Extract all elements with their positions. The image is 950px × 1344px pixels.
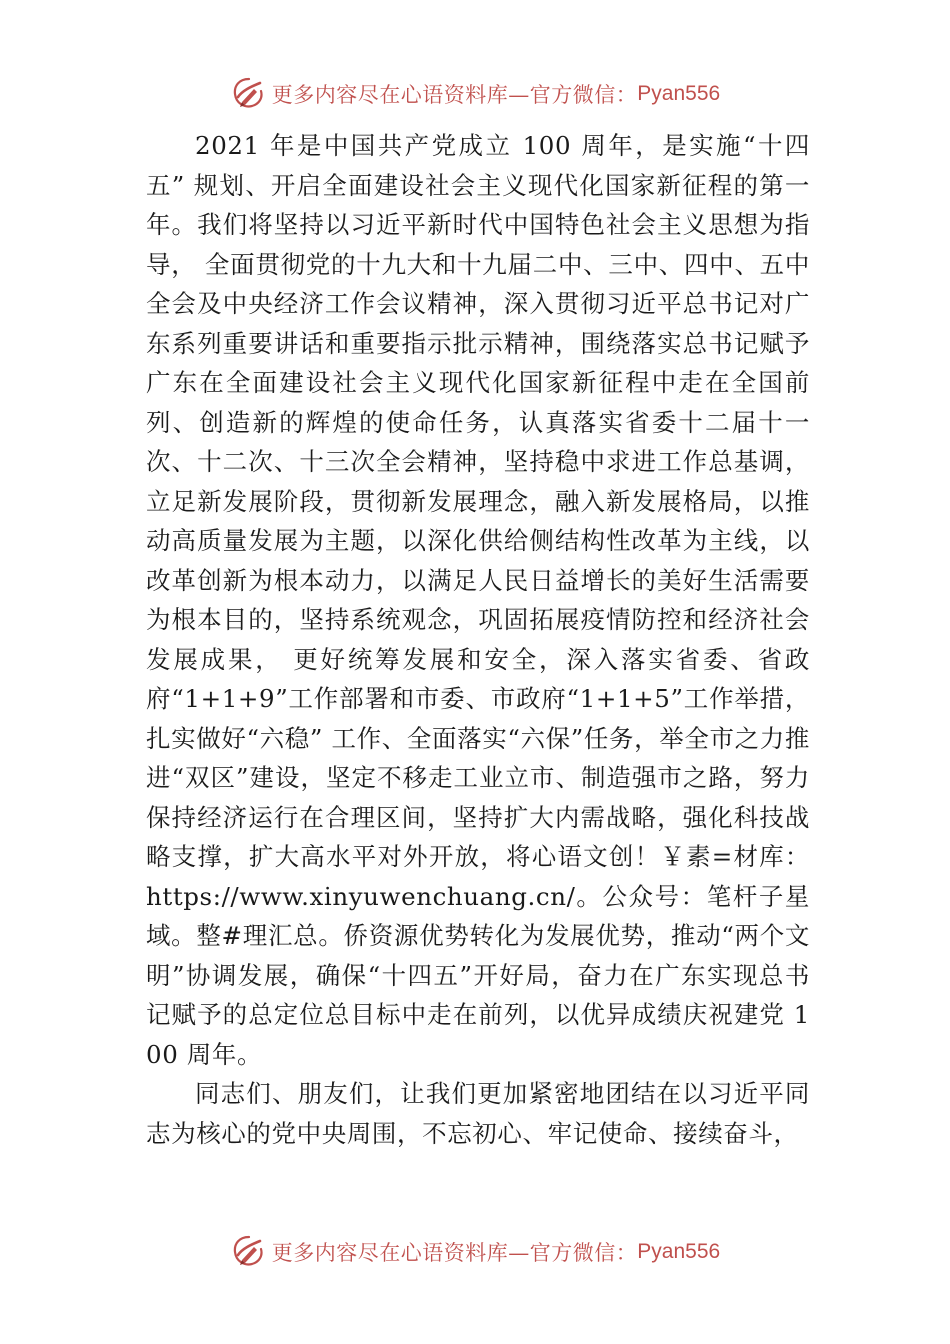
document-body [146, 126, 810, 1153]
header-banner [0, 70, 950, 118]
paragraph: 2021 年是中国共产党成立 100 周年，是实施“十四五” 规划、开启全面建设社会主义现代化国家新征程的第一年。我们将坚持以习近平新时代中国特色社会主义思想为指导， 全面贯彻党的十九大和十九届二中、三中、四中、五中全会及中央经济工作会议精神，深入贯彻习近平总书记对广东系列重要讲话和重要指示批示精神，围绕落实总书记赋予广东在全面建设社会主义现代化国家新征程中走在全国前列、创造新的辉煌的使命任务，认真落实省委十二届十一次、十二次、十三次全会精神，坚持稳中求进工作总基调，立足新发展阶段，贯彻新发展理念，融入新发展格局，以推动高质量发展为主题，以深化供给侧结构性改革为主线，以改革创新为根本动力，以满足人民日益增长的美好生活需要为根本目的，坚持系统观念，巩固拓展疫情防控和经济社会发展成果， 更好统筹发展和安全，深入落实省委、省政府“1+1+9”工作部署和市委、市政府“1+1+5”工作举措，扎实做好“六稳” 工作、全面落实“六保”任务，举全市之力推进“双区”建设，坚定不移走工业立市、制造强市之路，努力保持经济运行在合理区间，坚持扩大内需战略，强化科技战略支撑，扩大高水平对外开放，将心语文创！￥素=材库：https://www.xinyuwenchuang.cn/。公众号：笔杆子星域。整#理汇总。侨资源优势转化为发展优势，推动“两个文明”协调发展，确保“十四五”开好局，奋力在广东实现总书记赋予的总定位总目标中走在前列，以优异成绩庆祝建党 100 周年。 [146, 131, 810, 1069]
footer-banner-text: 更多内容尽在心语资料库—官方微信： [271, 1241, 638, 1265]
header-wechat-id: Pyan556 [637, 82, 721, 105]
header-banner-text: 更多内容尽在心语资料库—官方微信： [271, 83, 638, 107]
pen-logo-icon [230, 75, 268, 113]
footer-wechat-id: Pyan556 [637, 1240, 721, 1263]
footer-banner [0, 1228, 950, 1276]
pen-logo-icon [230, 1233, 268, 1271]
paragraph: 同志们、朋友们，让我们更加紧密地团结在以习近平同志为核心的党中央周围，不忘初心、牢记使命、接续奋斗， [146, 1079, 810, 1148]
